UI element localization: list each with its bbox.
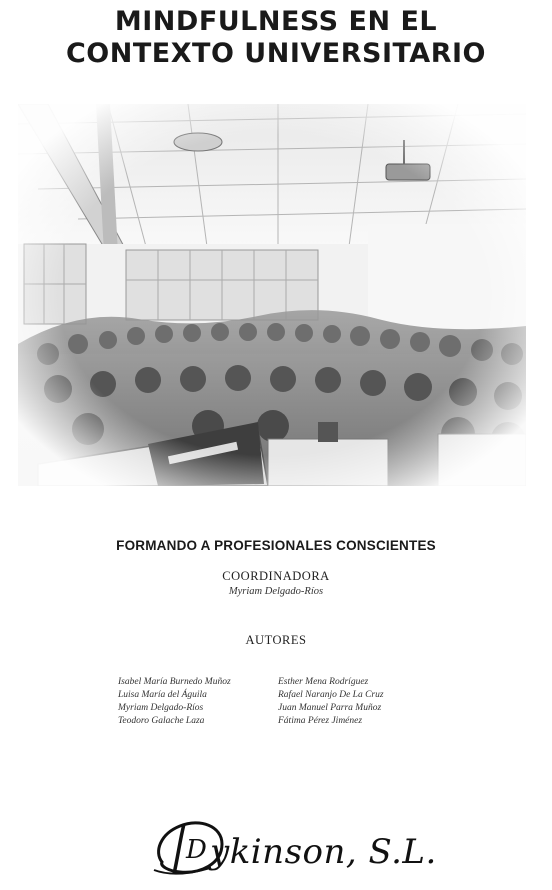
- authors-label: AUTORES: [245, 633, 307, 647]
- publisher-name: ykinson, S.L.: [210, 832, 437, 872]
- coordinator-label: COORDINADORA: [222, 569, 330, 583]
- book-title-line-2: CONTEXTO UNIVERSITARIO: [65, 38, 486, 69]
- author-name: Esther Mena Rodríguez: [278, 677, 369, 687]
- coordinator-name: Myriam Delgado-Ríos: [228, 586, 324, 597]
- book-title: [0, 6, 552, 70]
- svg-text:D: D: [186, 835, 207, 865]
- publisher-logo: [150, 812, 437, 882]
- authors-right-column: [278, 676, 384, 728]
- authors-left-column: [118, 676, 231, 728]
- book-title-line-1: MINDFULNESS EN EL: [114, 6, 438, 37]
- author-name: Myriam Delgado-Ríos: [118, 703, 204, 713]
- classroom-sketch-image: [18, 104, 526, 486]
- author-name: Isabel María Burnedo Muñoz: [118, 677, 231, 687]
- author-name: Luisa María del Águila: [118, 690, 207, 700]
- author-name: Juan Manuel Parra Muñoz: [278, 703, 382, 713]
- author-name: Rafael Naranjo De La Cruz: [278, 690, 384, 700]
- author-name: Fátima Pérez Jiménez: [278, 716, 363, 726]
- author-name: Teodoro Galache Laza: [118, 716, 205, 726]
- book-subtitle: FORMANDO A PROFESIONALES CONSCIENTES: [116, 538, 436, 553]
